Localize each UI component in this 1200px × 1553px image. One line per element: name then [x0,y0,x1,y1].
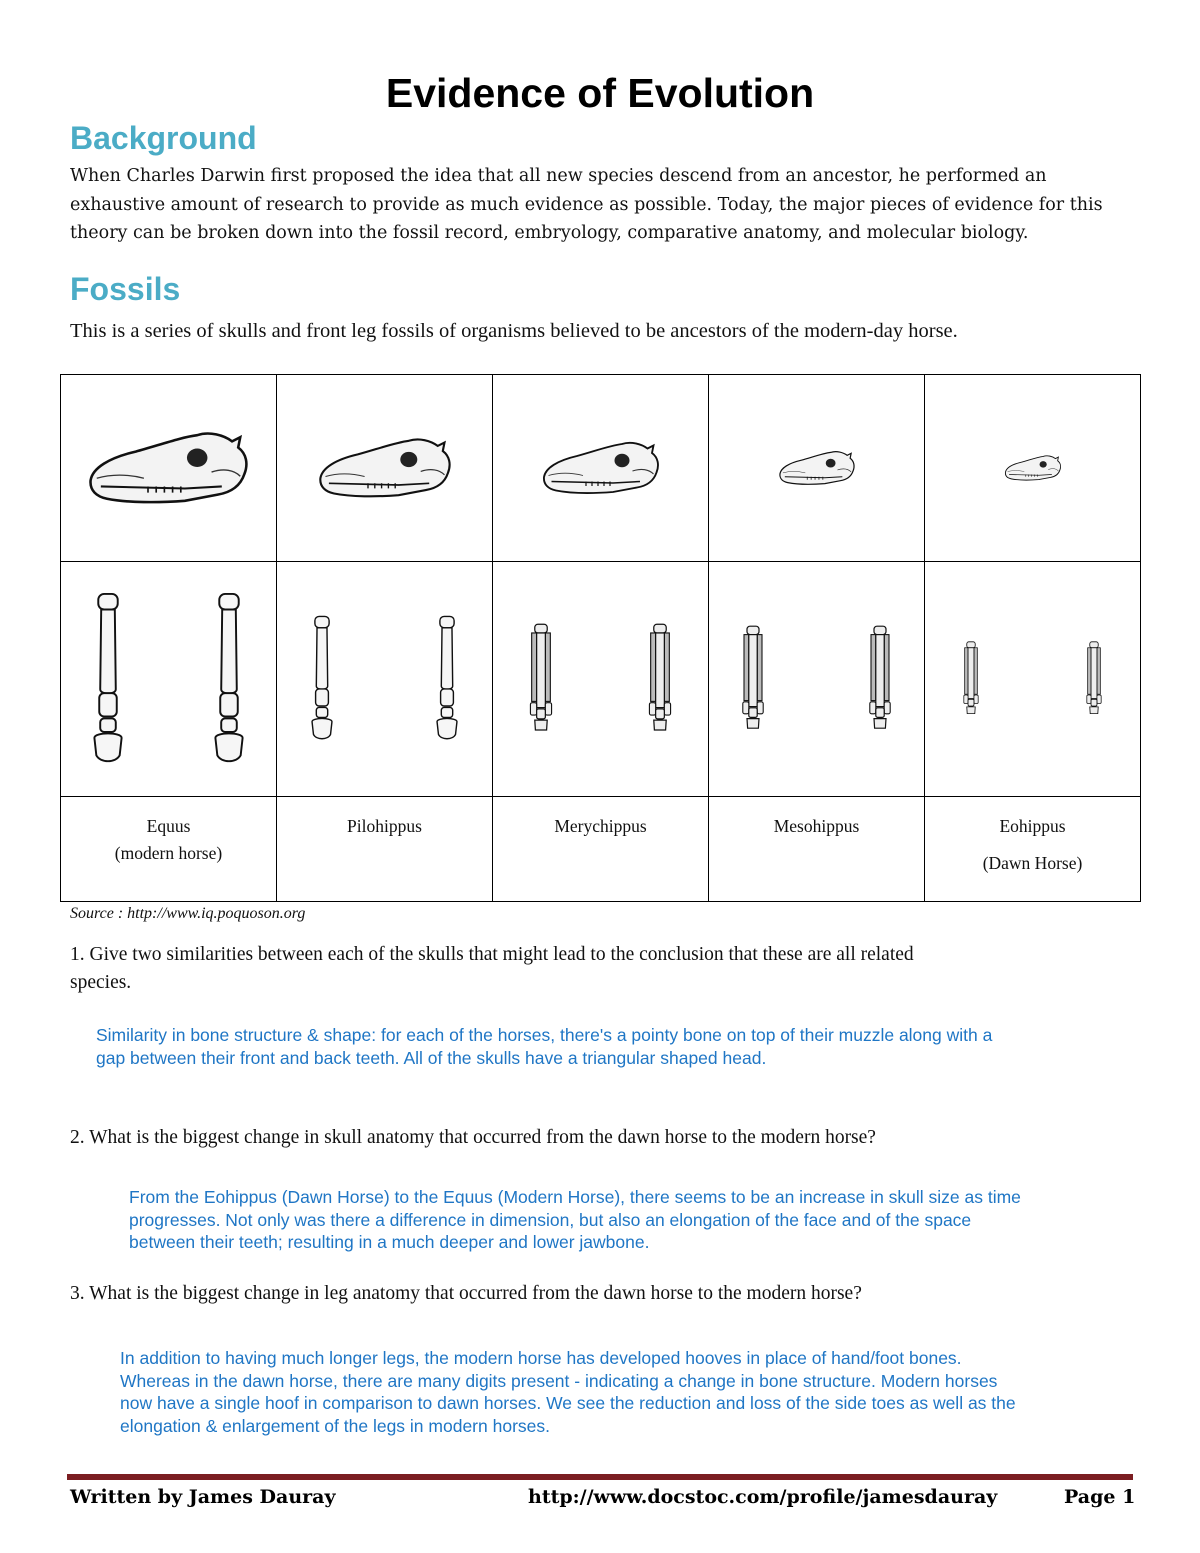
leg-cell-equus [61,562,277,797]
skull-cell-pilohippus [277,375,493,562]
name-cell [925,797,1141,902]
species-name: Eohippus [999,816,1066,836]
horse-skull-icon [86,427,251,509]
species-name: Equus [146,816,191,836]
horse-leg-bones-icon [925,641,1140,717]
question-text: 3. What is the biggest change in leg anatomy that occurred from the dawn horse to the modern horse? [70,1283,862,1304]
species-note: (Dawn Horse) [982,853,1083,873]
horse-skull-icon [1004,453,1062,483]
answer-line: now have a single hoof in comparison to dawn horses. We see the reduction and loss of the side toes as well as the [120,1393,1016,1413]
horse-leg-bones-icon [61,592,276,767]
species-name: Mesohippus [773,816,860,836]
page-title: Evidence of Evolution [385,70,815,116]
horse-skull-icon [778,448,856,488]
background-heading: Background [70,120,257,156]
horse-leg-bones-icon [709,625,924,733]
horse-leg-bones-icon [277,615,492,743]
background-line: theory can be broken down into the fossil record, embryology, comparative anatomy, and molecular biology. [70,223,1029,243]
name-cell [61,797,277,902]
answer-line: progresses. Not only was there a difference in dimension, but also an elongation of the face and of the space [129,1209,972,1230]
name-cell [709,797,925,902]
answer-line: Similarity in bone structure & shape: for each of the horses, there's a pointy bone on top of their muzzle along with a [96,1025,993,1045]
fossils-intro: This is a series of skulls and front leg fossils of organisms believed to be ancestors of the modern-day horse. [70,320,958,342]
fossil-table [60,374,1141,902]
skull-cell-mesohippus [709,375,925,562]
answer-2 [129,1186,1189,1254]
background-line: When Charles Darwin first proposed the idea that all new species descend from an ancestor, he performed an [70,166,1047,186]
leg-cell-merychippus [493,562,709,797]
footer-author: Written by James Dauray [70,1486,336,1508]
horse-skull-icon [317,434,453,502]
background-line: exhaustive amount of research to provide as much evidence as possible. Today, the major pieces of evidence for this [70,194,1103,215]
answer-1 [96,1024,1176,1069]
leg-cell-pilohippus [277,562,493,797]
answer-3 [120,1347,1190,1437]
species-note: (modern horse) [114,843,223,863]
answer-line: In addition to having much longer legs, the modern horse has developed hooves in place of hand/foot bones. [120,1348,962,1368]
name-cell [277,797,493,902]
question-text: 2. What is the biggest change in skull anatomy that occurred from the dawn horse to the modern horse? [70,1127,876,1148]
horse-leg-bones-icon [493,623,708,735]
source-citation: Source : http://www.iq.poquoson.org [70,905,306,922]
question-text: 1. Give two similarities between each of the skulls that might lead to the conclusion that these are all related [70,944,914,965]
species-name: Pilohippus [347,816,422,836]
question-2 [70,1124,1130,1152]
question-3 [70,1280,1130,1308]
skull-cell-eohippus [925,375,1141,562]
name-row [61,797,1141,902]
background-paragraph [70,162,1140,248]
species-name: Merychippus [554,816,647,836]
answer-line: elongation & enlargement of the legs in modern horses. [120,1415,550,1436]
fossils-heading: Fossils [70,271,181,307]
answer-line: gap between their front and back teeth. All of the skulls have a triangular shaped head. [96,1047,767,1068]
name-cell [493,797,709,902]
footer-url[interactable]: http://www.docstoc.com/profile/jamesdauray [528,1486,998,1508]
answer-line: Whereas in the dawn horse, there are many digits present - indicating a change in bone structure. Modern horses [120,1370,998,1391]
footer-divider [67,1474,1133,1480]
horse-skull-icon [540,438,662,498]
skull-row [61,375,1141,562]
leg-cell-mesohippus [709,562,925,797]
skull-cell-merychippus [493,375,709,562]
leg-row [61,562,1141,797]
leg-cell-eohippus [925,562,1141,797]
question-text: species. [70,972,132,993]
skull-cell-equus [61,375,277,562]
question-1 [70,941,1130,997]
footer-page-number: Page 1 [1064,1486,1136,1508]
answer-line: between their teeth; resulting in a much deeper and lower jawbone. [129,1232,650,1252]
answer-line: From the Eohippus (Dawn Horse) to the Equus (Modern Horse), there seems to be an increase in skull size as time [129,1187,1021,1207]
